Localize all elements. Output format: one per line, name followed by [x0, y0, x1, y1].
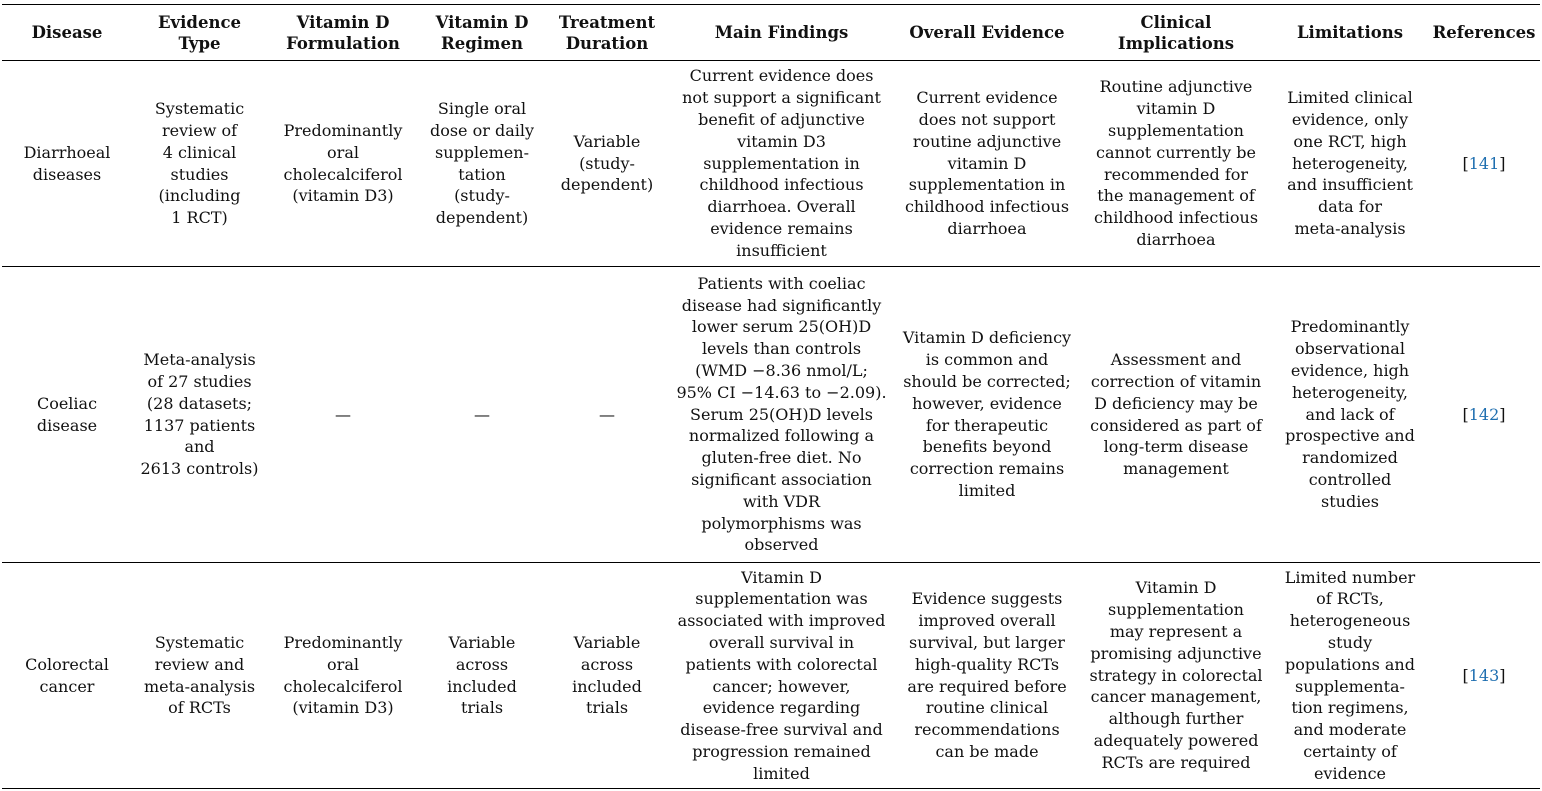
cell-limitations: Limited number of RCTs, heterogeneous study populations and supplementa- tion regimens, and moderate certainty of evidence	[1272, 563, 1428, 789]
ref-bracket-open: [	[1462, 404, 1469, 424]
cell-duration: —	[545, 267, 669, 563]
header-formulation: Vitamin D Formulation	[267, 5, 419, 61]
cell-references	[1428, 563, 1540, 789]
cell-main-findings: Current evidence does not support a significant benefit of adjunctive vitamin D3 supplementation in childhood infectious diarrhoea. Overall evidence remains insufficient	[669, 61, 894, 267]
cell-references	[1428, 61, 1540, 267]
header-duration: Treatment Duration	[545, 5, 669, 61]
ref-bracket-close: ]	[1499, 404, 1506, 424]
cell-regimen: Variable across included trials	[419, 563, 545, 789]
ref-bracket-close: ]	[1499, 665, 1506, 685]
cell-main-findings: Vitamin D supplementation was associated with improved overall survival in patients with colorectal cancer; however, evidence regarding disease-free survival and progression remained limited	[669, 563, 894, 789]
cell-regimen: —	[419, 267, 545, 563]
cell-regimen: Single oral dose or daily supplemen- tation (study- dependent)	[419, 61, 545, 267]
cell-evidence-type: Systematic review and meta-analysis of RCTs	[132, 563, 267, 789]
reference-link[interactable]: 142	[1468, 404, 1500, 424]
evidence-table	[2, 4, 1540, 789]
cell-overall-evidence: Current evidence does not support routine adjunctive vitamin D supplementation in childhood infectious diarrhoea	[894, 61, 1080, 267]
cell-clinical-implications: Vitamin D supplementation may represent a promising adjunctive strategy in colorectal cancer management, although further adequately powered RCTs are required	[1080, 563, 1272, 789]
table-row	[2, 61, 1540, 267]
ref-bracket-open: [	[1462, 665, 1469, 685]
cell-overall-evidence: Vitamin D deficiency is common and should be corrected; however, evidence for therapeutic benefits beyond correction remains limited	[894, 267, 1080, 563]
cell-formulation: Predominantly oral cholecalciferol (vitamin D3)	[267, 61, 419, 267]
table-row	[2, 267, 1540, 563]
reference-link[interactable]: 141	[1468, 153, 1500, 173]
cell-disease: Colorectal cancer	[2, 563, 132, 789]
cell-evidence-type: Systematic review of 4 clinical studies (including 1 RCT)	[132, 61, 267, 267]
cell-formulation: —	[267, 267, 419, 563]
cell-limitations: Predominantly observational evidence, high heterogeneity, and lack of prospective and randomized controlled studies	[1272, 267, 1428, 563]
cell-duration: Variable across included trials	[545, 563, 669, 789]
header-limitations: Limitations	[1272, 5, 1428, 61]
ref-bracket-close: ]	[1499, 153, 1506, 173]
cell-clinical-implications: Routine adjunctive vitamin D supplementation cannot currently be recommended for the management of childhood infectious diarrhoea	[1080, 61, 1272, 267]
cell-limitations: Limited clinical evidence, only one RCT, high heterogeneity, and insufficient data for meta-analysis	[1272, 61, 1428, 267]
cell-formulation: Predominantly oral cholecalciferol (vitamin D3)	[267, 563, 419, 789]
cell-main-findings: Patients with coeliac disease had significantly lower serum 25(OH)D levels than controls (WMD −8.36 nmol/L; 95% CI −14.63 to −2.09). Serum 25(OH)D levels normalized following a gluten-free diet. No significant association with VDR polymorphisms was observed	[669, 267, 894, 563]
header-references: References	[1428, 5, 1540, 61]
header-clinical-implications: Clinical Implications	[1080, 5, 1272, 61]
ref-bracket-open: [	[1462, 153, 1469, 173]
cell-disease: Diarrhoeal diseases	[2, 61, 132, 267]
header-overall-evidence: Overall Evidence	[894, 5, 1080, 61]
cell-clinical-implications: Assessment and correction of vitamin D deficiency may be considered as part of long-term disease management	[1080, 267, 1272, 563]
header-disease: Disease	[2, 5, 132, 61]
header-regimen: Vitamin D Regimen	[419, 5, 545, 61]
cell-references	[1428, 267, 1540, 563]
header-main-findings: Main Findings	[669, 5, 894, 61]
cell-duration: Variable (study- dependent)	[545, 61, 669, 267]
cell-evidence-type: Meta-analysis of 27 studies (28 datasets; 1137 patients and 2613 controls)	[132, 267, 267, 563]
table-header-row	[2, 5, 1540, 61]
header-evidence-type: Evidence Type	[132, 5, 267, 61]
table-row	[2, 563, 1540, 789]
cell-overall-evidence: Evidence suggests improved overall survival, but larger high-quality RCTs are required before routine clinical recommendations can be made	[894, 563, 1080, 789]
reference-link[interactable]: 143	[1468, 665, 1500, 685]
cell-disease: Coeliac disease	[2, 267, 132, 563]
